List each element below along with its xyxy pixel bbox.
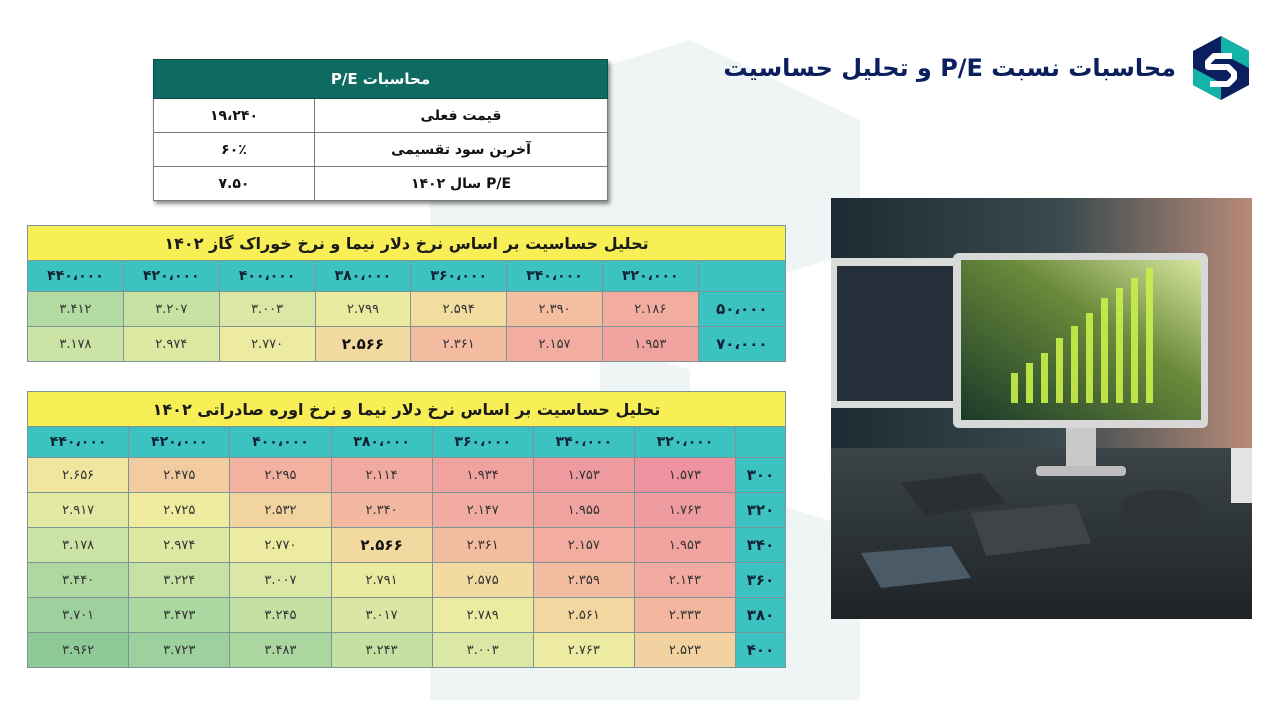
table-row: [28, 563, 786, 598]
page-title: محاسبات نسبت P/E و تحلیل حساسیت: [723, 54, 1176, 82]
table-cell: ۲.۷۹۹: [315, 292, 411, 327]
pe-row-label: P/E سال ۱۴۰۲: [315, 167, 608, 201]
row-header: ۳۲۰: [736, 493, 786, 528]
table-cell: ۱.۷۵۳: [533, 458, 634, 493]
table-caption: تحلیل حساسیت بر اساس نرخ دلار نیما و نرخ اوره صادراتی ۱۴۰۲: [28, 392, 786, 427]
column-header: ۳۲۰،۰۰۰: [634, 427, 735, 458]
table-cell: ۳.۱۷۸: [28, 327, 124, 362]
table-cell: ۲.۷۶۳: [533, 633, 634, 668]
row-header: ۴۰۰: [736, 633, 786, 668]
row-header: ۳۸۰: [736, 598, 786, 633]
table-cell: ۲.۹۷۴: [123, 327, 219, 362]
table-cell: ۳.۲۲۴: [129, 563, 230, 598]
table-cell: ۱.۷۶۳: [634, 493, 735, 528]
column-header: ۴۰۰،۰۰۰: [230, 427, 331, 458]
row-header: ۵۰،۰۰۰: [698, 292, 785, 327]
column-header: ۳۸۰،۰۰۰: [315, 261, 411, 292]
table-row: [154, 167, 608, 201]
column-header: ۳۸۰،۰۰۰: [331, 427, 432, 458]
table-cell: ۲.۱۴۳: [634, 563, 735, 598]
pe-row-value: ۶۰٪: [154, 133, 315, 167]
table-cell: ۲.۵۶۶: [331, 528, 432, 563]
table-cell: ۳.۲۴۳: [331, 633, 432, 668]
table-cell: ۱.۹۵۳: [634, 528, 735, 563]
table-cell: ۲.۷۷۰: [230, 528, 331, 563]
column-header: ۳۶۰،۰۰۰: [432, 427, 533, 458]
table-cell: ۳.۲۴۵: [230, 598, 331, 633]
table-cell: ۲.۳۶۱: [432, 528, 533, 563]
row-header: ۳۶۰: [736, 563, 786, 598]
table-cell: ۲.۱۴۷: [432, 493, 533, 528]
table-cell: ۲.۵۲۳: [634, 633, 735, 668]
table-cell: ۳.۲۰۷: [123, 292, 219, 327]
table-row: [28, 493, 786, 528]
table-cell: ۳.۷۲۳: [129, 633, 230, 668]
column-header: ۴۲۰،۰۰۰: [129, 427, 230, 458]
pe-row-label: آخرین سود تقسیمی: [315, 133, 608, 167]
brand-logo-icon: [1190, 34, 1252, 102]
table-cell: ۱.۹۳۴: [432, 458, 533, 493]
table-cell: ۲.۳۴۰: [331, 493, 432, 528]
table-cell: ۲.۵۹۴: [411, 292, 507, 327]
table-cell: ۲.۷۷۰: [219, 327, 315, 362]
table-cell: ۲.۷۸۹: [432, 598, 533, 633]
table-row: [154, 99, 608, 133]
table-cell: ۳.۴۷۳: [129, 598, 230, 633]
desk-computer-photo: [831, 198, 1252, 619]
table-corner: [736, 427, 786, 458]
sensitivity-table-gas-feed: [27, 225, 786, 362]
table-cell: ۳.۱۷۸: [28, 528, 129, 563]
table-cell: ۱.۹۵۳: [602, 327, 698, 362]
table-cell: ۲.۳۶۱: [411, 327, 507, 362]
table-cell: ۳.۰۰۷: [230, 563, 331, 598]
table-cell: ۳.۰۰۳: [432, 633, 533, 668]
column-header: ۴۴۰،۰۰۰: [28, 427, 129, 458]
table-cell: ۲.۱۵۷: [533, 528, 634, 563]
column-header: ۴۴۰،۰۰۰: [28, 261, 124, 292]
table-cell: ۲.۷۹۱: [331, 563, 432, 598]
page-header: [723, 28, 1252, 108]
table-cell: ۲.۱۵۷: [507, 327, 603, 362]
table-row: [28, 292, 786, 327]
column-header: ۳۴۰،۰۰۰: [507, 261, 603, 292]
table-cell: ۲.۱۸۶: [602, 292, 698, 327]
pe-table-heading: محاسبات P/E: [154, 60, 608, 99]
table-cell: ۱.۹۵۵: [533, 493, 634, 528]
table-cell: ۲.۳۹۰: [507, 292, 603, 327]
table-cell: ۳.۰۰۳: [219, 292, 315, 327]
pe-row-value: ۷.۵۰: [154, 167, 315, 201]
table-cell: ۲.۱۱۴: [331, 458, 432, 493]
table-cell: ۲.۴۷۵: [129, 458, 230, 493]
table-cell: ۲.۵۶۱: [533, 598, 634, 633]
table-row: [28, 598, 786, 633]
column-header: ۴۲۰،۰۰۰: [123, 261, 219, 292]
column-header: ۳۶۰،۰۰۰: [411, 261, 507, 292]
table-cell: ۲.۳۳۳: [634, 598, 735, 633]
table-cell: ۲.۹۷۴: [129, 528, 230, 563]
table-cell: ۲.۹۱۷: [28, 493, 129, 528]
column-header: ۴۰۰،۰۰۰: [219, 261, 315, 292]
pe-row-label: قیمت فعلی: [315, 99, 608, 133]
table-cell: ۲.۲۹۵: [230, 458, 331, 493]
table-cell: ۱.۵۷۳: [634, 458, 735, 493]
table-cell: ۳.۴۸۳: [230, 633, 331, 668]
table-cell: ۳.۷۰۱: [28, 598, 129, 633]
table-cell: ۳.۴۴۰: [28, 563, 129, 598]
table-cell: ۳.۴۱۲: [28, 292, 124, 327]
table-cell: ۲.۵۳۲: [230, 493, 331, 528]
column-header: ۳۴۰،۰۰۰: [533, 427, 634, 458]
row-header: ۳۴۰: [736, 528, 786, 563]
table-corner: [698, 261, 785, 292]
table-row: [28, 327, 786, 362]
table-cell: ۳.۹۶۲: [28, 633, 129, 668]
row-header: ۷۰،۰۰۰: [698, 327, 785, 362]
table-cell: ۲.۶۵۶: [28, 458, 129, 493]
table-cell: ۲.۵۷۵: [432, 563, 533, 598]
table-cell: ۲.۵۶۶: [315, 327, 411, 362]
table-row: [28, 528, 786, 563]
table-row: [28, 458, 786, 493]
column-header: ۳۲۰،۰۰۰: [602, 261, 698, 292]
table-row: [154, 133, 608, 167]
sensitivity-table-urea-export: [27, 391, 786, 668]
table-caption: تحلیل حساسیت بر اساس نرخ دلار نیما و نرخ خوراک گاز ۱۴۰۲: [28, 226, 786, 261]
table-cell: ۳.۰۱۷: [331, 598, 432, 633]
pe-row-value: ۱۹،۲۴۰: [154, 99, 315, 133]
pe-calculation-table: [153, 59, 608, 201]
table-row: [28, 633, 786, 668]
table-cell: ۲.۳۵۹: [533, 563, 634, 598]
row-header: ۳۰۰: [736, 458, 786, 493]
table-cell: ۲.۷۲۵: [129, 493, 230, 528]
